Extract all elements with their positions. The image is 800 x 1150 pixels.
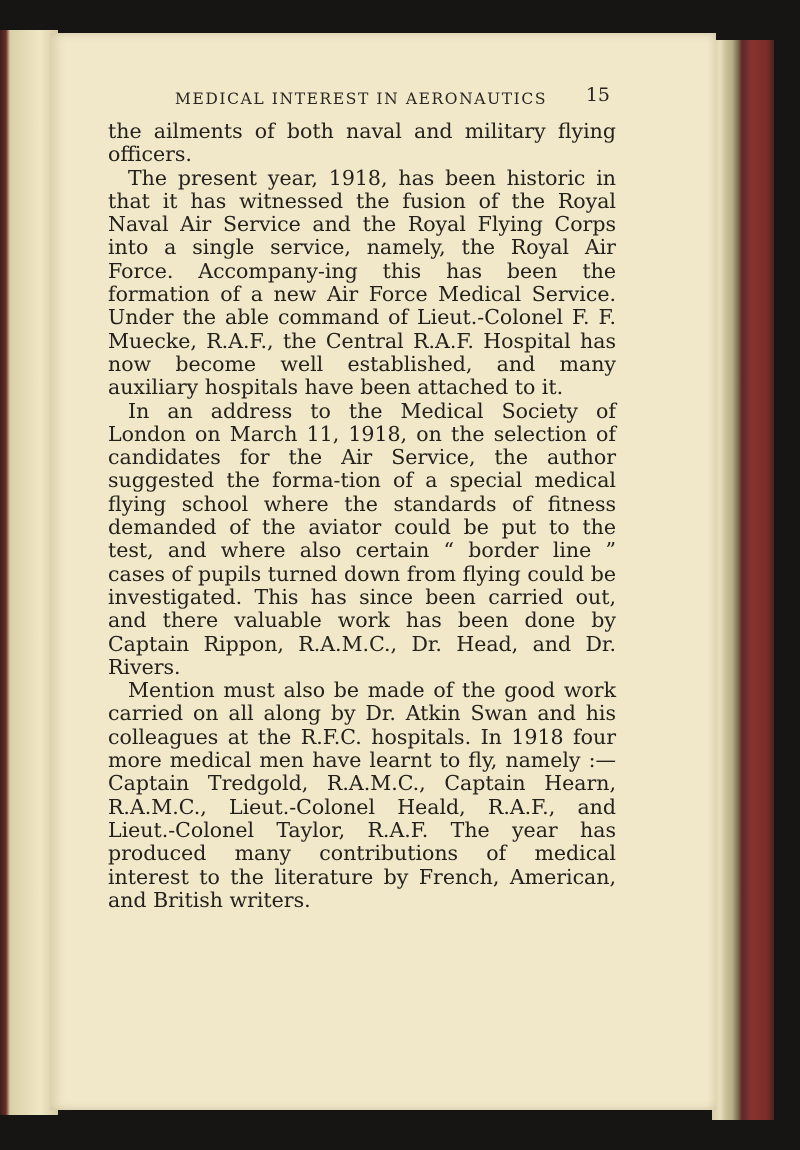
paragraph: Mention must also be made of the good work carried on all along by Dr. Atkin Swan and his colleagues at the R.F.C. hospitals. In 1918 four more medical men have learnt to fly, namely :—Captain Tredgold, R.A.M.C., Captain Hearn, R.A.M.C., Lieut.-Colonel Heald, R.A.F., and Lieut.-Colonel Taylor, R.A.F. The year has produced many contributions of medical interest to the literature by French, American, and British writers. bbox=[108, 678, 616, 912]
page-header bbox=[123, 84, 613, 114]
paragraph: The present year, 1918, has been historic in that it has witnessed the fusion of the Royal Naval Air Service and the Royal Flying Corps into a single service, namely, the Royal Air Force. Accompany-ing this has been the formation of a new Air Force Medical Service. Under the able command of Lieut.-Colonel F. F. Muecke, R.A.F., the Central R.A.F. Hospital has now become well established, and many auxiliary hospitals have been attached to it. bbox=[108, 165, 616, 400]
running-title: MEDICAL INTEREST IN AERONAUTICS bbox=[175, 90, 548, 108]
paragraph: In an address to the Medical Society of London on March 11, 1918, on the selection of candidates for the Air Service, the author suggested the forma-tion of a special medical flying school where the standards of fitness demanded of the aviator could be put to the test, and where also certain “ border line ” cases of pupils turned down from flying could be investigated. This has since been carried out, and there valuable work has been done by Captain Rippon, R.A.M.C., Dr. Head, and Dr. Rivers. bbox=[108, 398, 616, 679]
paragraph: the ailments of both naval and military flying officers. bbox=[108, 119, 616, 167]
page-number: 15 bbox=[585, 84, 610, 106]
book-binding-right bbox=[712, 40, 774, 1120]
body-text bbox=[108, 120, 616, 912]
